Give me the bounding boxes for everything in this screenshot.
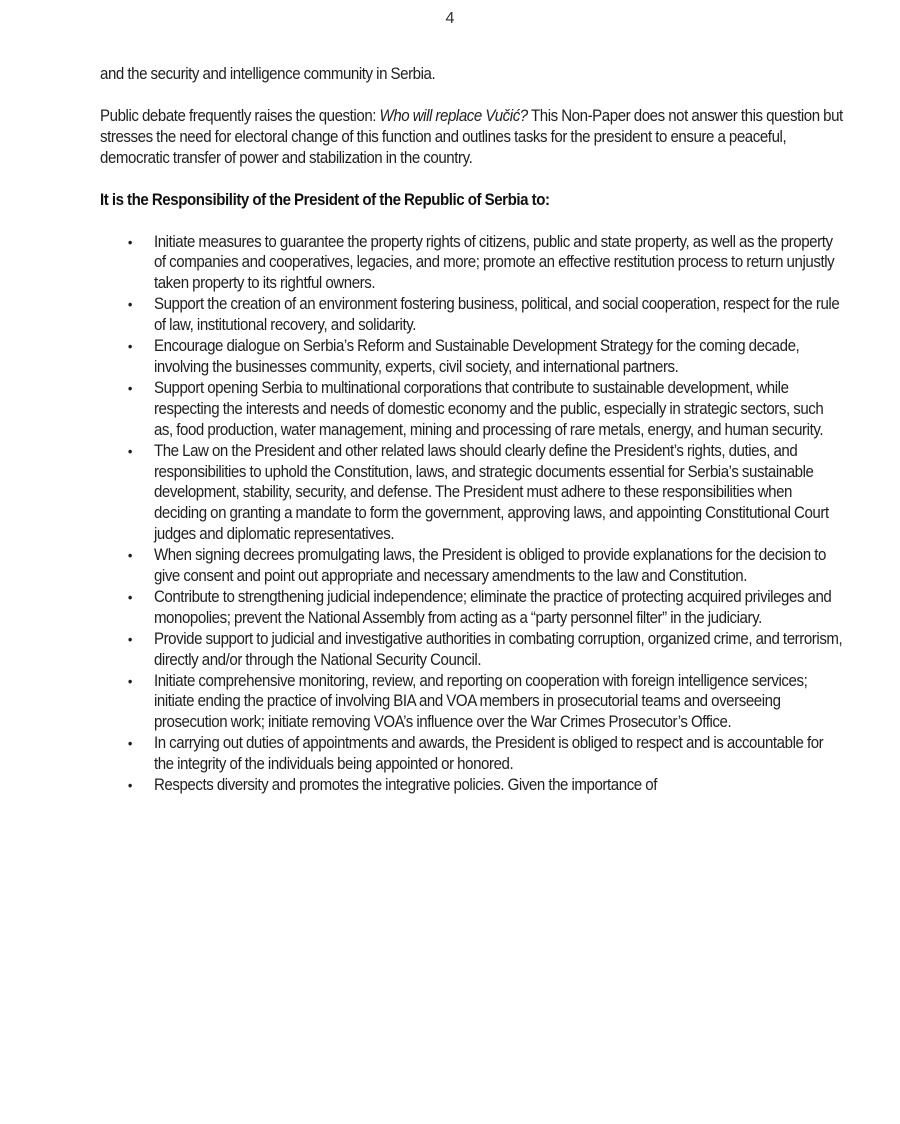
list-item-text: Initiate comprehensive monitoring, review, and reporting on cooperation with foreign intelligence services; initiate ending the practice of involving BIA and VOA members in prosecutorial teams and overseeing prosecution work; initiate removing VOA’s influence over the War Crimes Prosecutor’s Office. <box>153 671 808 732</box>
list-item-text: Initiate measures to guarantee the property rights of citizens, public and state property, as well as the property of companies and cooperatives, legacies, and more; promote an effective restitution process to return unjustly taken property to its rightful owners. <box>153 232 835 293</box>
list-item-text: In carrying out duties of appointments and awards, the President is obliged to respect and is accountable for the integrity of the individuals being appointed or honored. <box>153 734 824 774</box>
list-item <box>100 294 844 336</box>
section-heading: It is the Responsibility of the President of the Republic of Serbia to: <box>100 190 550 209</box>
bullet-icon: • <box>127 777 133 794</box>
debate-italic-question: Who will replace Vučić? <box>379 106 528 125</box>
list-item-text: Respects diversity and promotes the integrative policies. Given the importance of <box>153 776 657 795</box>
list-item-text: Encourage dialogue on Serbia’s Reform and Sustainable Development Strategy for the coming decade, involving the businesses community, experts, civil society, and international partners. <box>153 337 800 376</box>
list-item <box>100 441 844 546</box>
bullet-icon: • <box>127 296 133 313</box>
bullet-icon: • <box>127 630 133 647</box>
bullet-icon: • <box>127 233 133 250</box>
list-item <box>100 733 844 775</box>
debate-paragraph <box>100 106 844 169</box>
responsibilities-list <box>100 232 844 796</box>
list-item <box>100 671 844 734</box>
list-item <box>100 336 844 378</box>
list-item <box>100 545 844 587</box>
debate-rest-text: This Non-Paper does not answer this question but stresses the need for electoral change of this function and outlines tasks for the president to ensure a peaceful, democratic transfer of power and stabilization in the country. <box>100 106 843 167</box>
bullet-icon: • <box>127 338 133 355</box>
list-item <box>100 587 844 629</box>
list-item <box>100 232 844 295</box>
bullet-icon: • <box>127 547 133 564</box>
debate-lead-text: Public debate frequently raises the question: <box>100 106 380 125</box>
list-item-text: Support opening Serbia to multinational corporations that contribute to sustainable development, while respecting the interests and needs of domestic economy and the public, especially in strategic sectors, such as, food production, water management, mining and processing of rare metals, energy, and human security. <box>153 378 824 439</box>
continued-paragraph: and the security and intelligence community in Serbia. <box>100 65 436 83</box>
bullet-icon: • <box>127 379 133 396</box>
bullet-icon: • <box>127 735 133 752</box>
list-item <box>100 378 844 441</box>
list-item-text: Contribute to strengthening judicial independence; eliminate the practice of protecting acquired privileges and monopolies; prevent the National Assembly from acting as a “party personnel filter” in the judiciary. <box>153 587 832 627</box>
bullet-icon: • <box>127 442 133 459</box>
bullet-icon: • <box>127 672 133 689</box>
list-item <box>100 629 844 671</box>
document-body <box>100 64 844 796</box>
list-item-text: Support the creation of an environment fostering business, political, and social cooperation, respect for the rule of law, institutional recovery, and solidarity. <box>153 295 840 335</box>
list-item-text: Provide support to judicial and investigative authorities in combating corruption, organized crime, and terrorism, directly and/or through the National Security Council. <box>153 629 843 669</box>
list-item-text: When signing decrees promulgating laws, the President is obliged to provide explanations for the decision to give consent and point out appropriate and necessary amendments to the law and Constitution. <box>153 546 826 586</box>
list-item-text: The Law on the President and other related laws should clearly define the President’s rights, duties, and responsibilities to uphold the Constitution, laws, and strategic documents essential for Serbia’s sustainable development, stability, security, and defense. The President must adhere to these responsibilities when deciding on granting a mandate to form the government, approving laws, and appointing Constitutional Court judges and diplomatic representatives. <box>153 441 829 544</box>
bullet-icon: • <box>127 588 133 605</box>
list-item <box>100 775 844 796</box>
page-number: 4 <box>445 10 455 27</box>
